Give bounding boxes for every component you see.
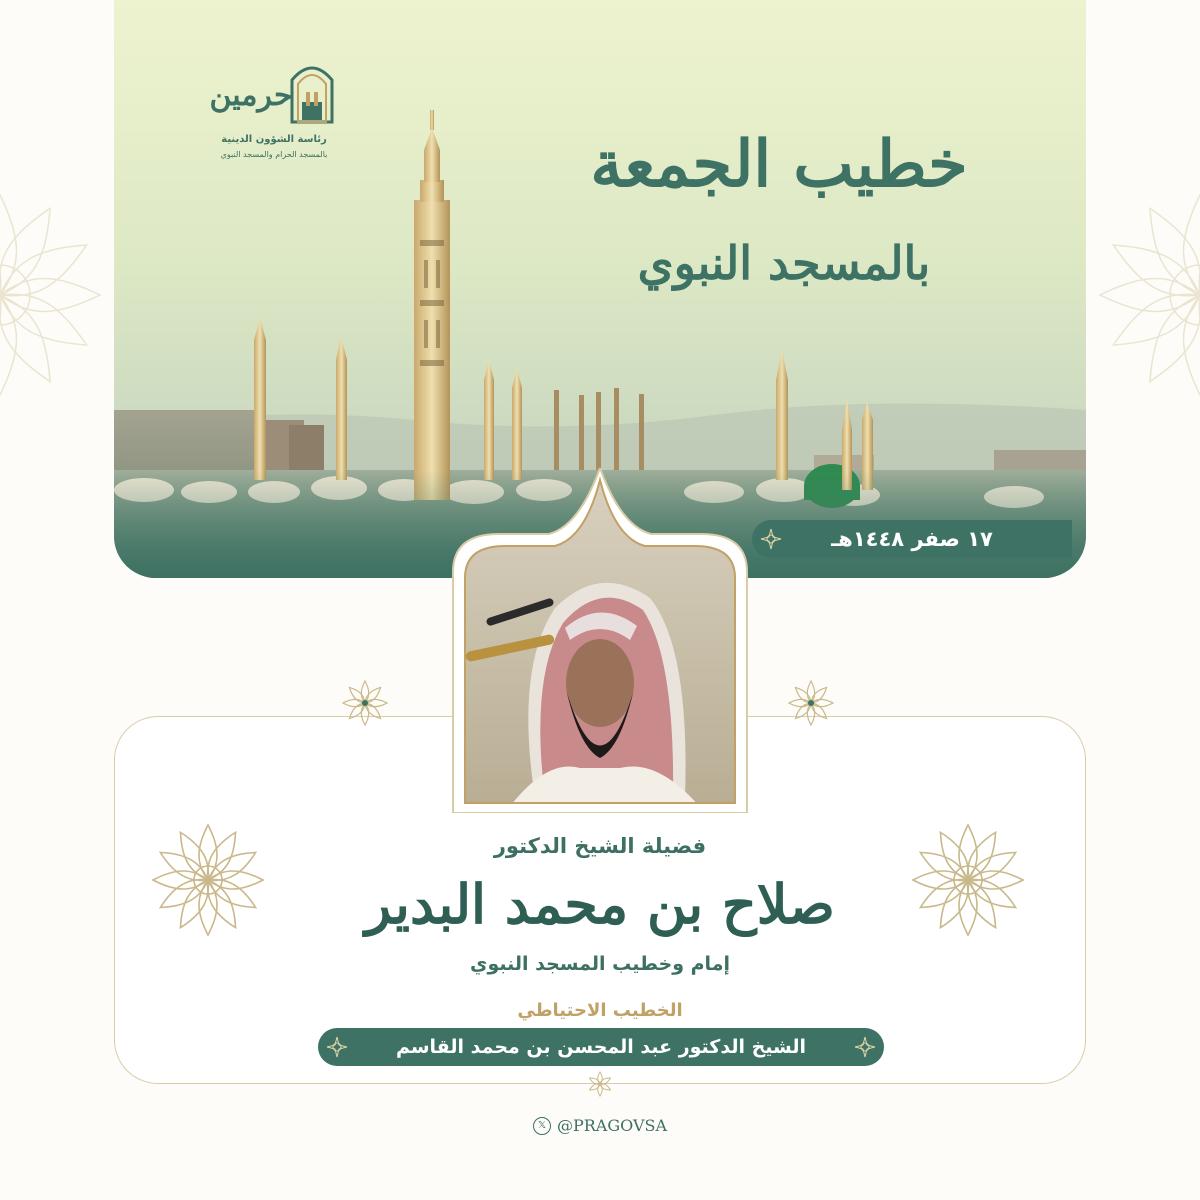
- logo-org-line1: رئاسة الشؤون الدينية: [221, 134, 327, 145]
- date-badge: [752, 520, 1072, 558]
- right-side-rosette-icon: [1080, 180, 1200, 410]
- social-handle-row[interactable]: [0, 1116, 1200, 1135]
- backup-preacher-title: الخطيب الاحتياطي: [517, 1000, 683, 1021]
- date-text: ١٧ صفر ١٤٤٨هـ: [831, 527, 993, 551]
- banner-title-line1: خطيب الجمعة: [590, 127, 968, 202]
- logo-org-line2: بالمسجد الحرام والمسجد النبوي: [220, 150, 328, 159]
- x-logo-icon: 𝕏: [533, 1117, 551, 1135]
- banner-title-line2: بالمسجد النبوي: [637, 236, 931, 290]
- card-top-rosette-right-icon: [786, 678, 836, 728]
- imam-role: إمام وخطيب المسجد النبوي: [470, 953, 730, 975]
- card-top-rosette-left-icon: [340, 678, 390, 728]
- card-bottom-rosette-icon: [586, 1070, 614, 1098]
- backup-preacher-name: الشيخ الدكتور عبد المحسن بن محمد القاسم: [395, 1036, 807, 1058]
- left-side-rosette-icon: [0, 180, 120, 410]
- logo-wordmark: حرمين: [209, 78, 293, 113]
- imam-honorific: فضيلة الشيخ الدكتور: [493, 834, 707, 858]
- backup-preacher-badge: [318, 1028, 884, 1066]
- small-rosette-icon: [760, 528, 782, 550]
- imam-name: صلاح بن محمد البدير: [365, 872, 835, 936]
- small-rosette-icon: [326, 1036, 348, 1058]
- small-rosette-icon: [854, 1036, 876, 1058]
- social-handle[interactable]: @PRAGOVSA: [556, 1116, 668, 1135]
- portrait-arch-frame: [445, 468, 755, 813]
